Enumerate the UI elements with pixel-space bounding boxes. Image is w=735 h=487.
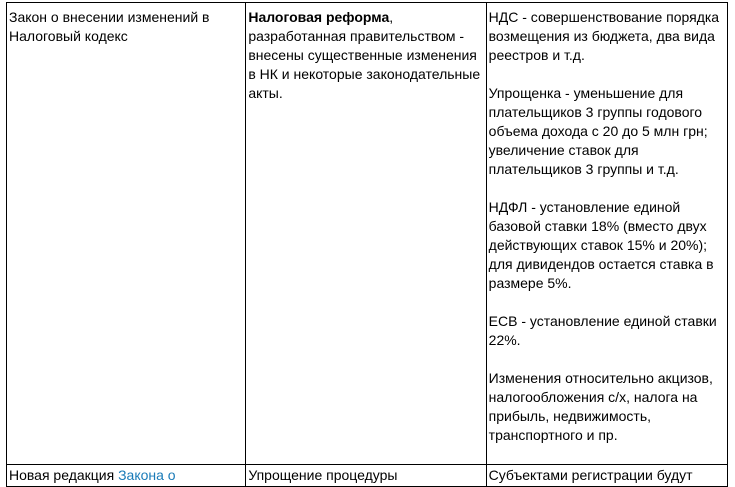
law-name: Закон о внесении изменений в Налоговый кодекс	[9, 9, 210, 44]
change-income-tax: НДФЛ - установление единой базовой ставки 18% (вместо двух действующих ставок 15% и 20%); для дивидендов остается ставка в размере 5%.	[488, 199, 714, 291]
law-name-cell	[7, 3, 246, 465]
table-row	[7, 465, 728, 487]
description-cell	[246, 465, 486, 487]
change-social-contribution: ЕСВ - установление единой ставки 22%.	[488, 313, 717, 348]
description-cell	[246, 3, 486, 465]
description-text: , разработанная правительством - внесены существенные изменения в НК и некоторые законодательные акты.	[248, 9, 481, 101]
change-other-taxes: Изменения относительно акцизов, налогообложения с/х, налога на прибыль, недвижимость, транспортного и пр.	[488, 370, 713, 443]
change-vat: НДС - совершенствование порядка возмещения из бюджета, два вида реестров и т.д.	[488, 9, 720, 63]
change-simplified-tax: Упрощенка - уменьшение для плательщиков 3 группы годового объема дохода с 20 до 5 млн грн; увеличение ставок для плательщиков 3 группы и т.д.	[488, 85, 708, 177]
table-row	[7, 3, 728, 465]
law-link[interactable]: Закона о	[118, 467, 176, 483]
changes-cell	[486, 465, 727, 487]
law-changes-table	[6, 2, 728, 487]
law-name: Новая редакция	[9, 467, 119, 483]
description-title: Налоговая реформа	[248, 9, 390, 25]
law-name-cell	[7, 465, 246, 487]
changes-cell	[486, 3, 727, 465]
description-text: Упрощение процедуры	[248, 467, 398, 483]
change-text: Субъектами регистрации будут	[488, 467, 693, 483]
